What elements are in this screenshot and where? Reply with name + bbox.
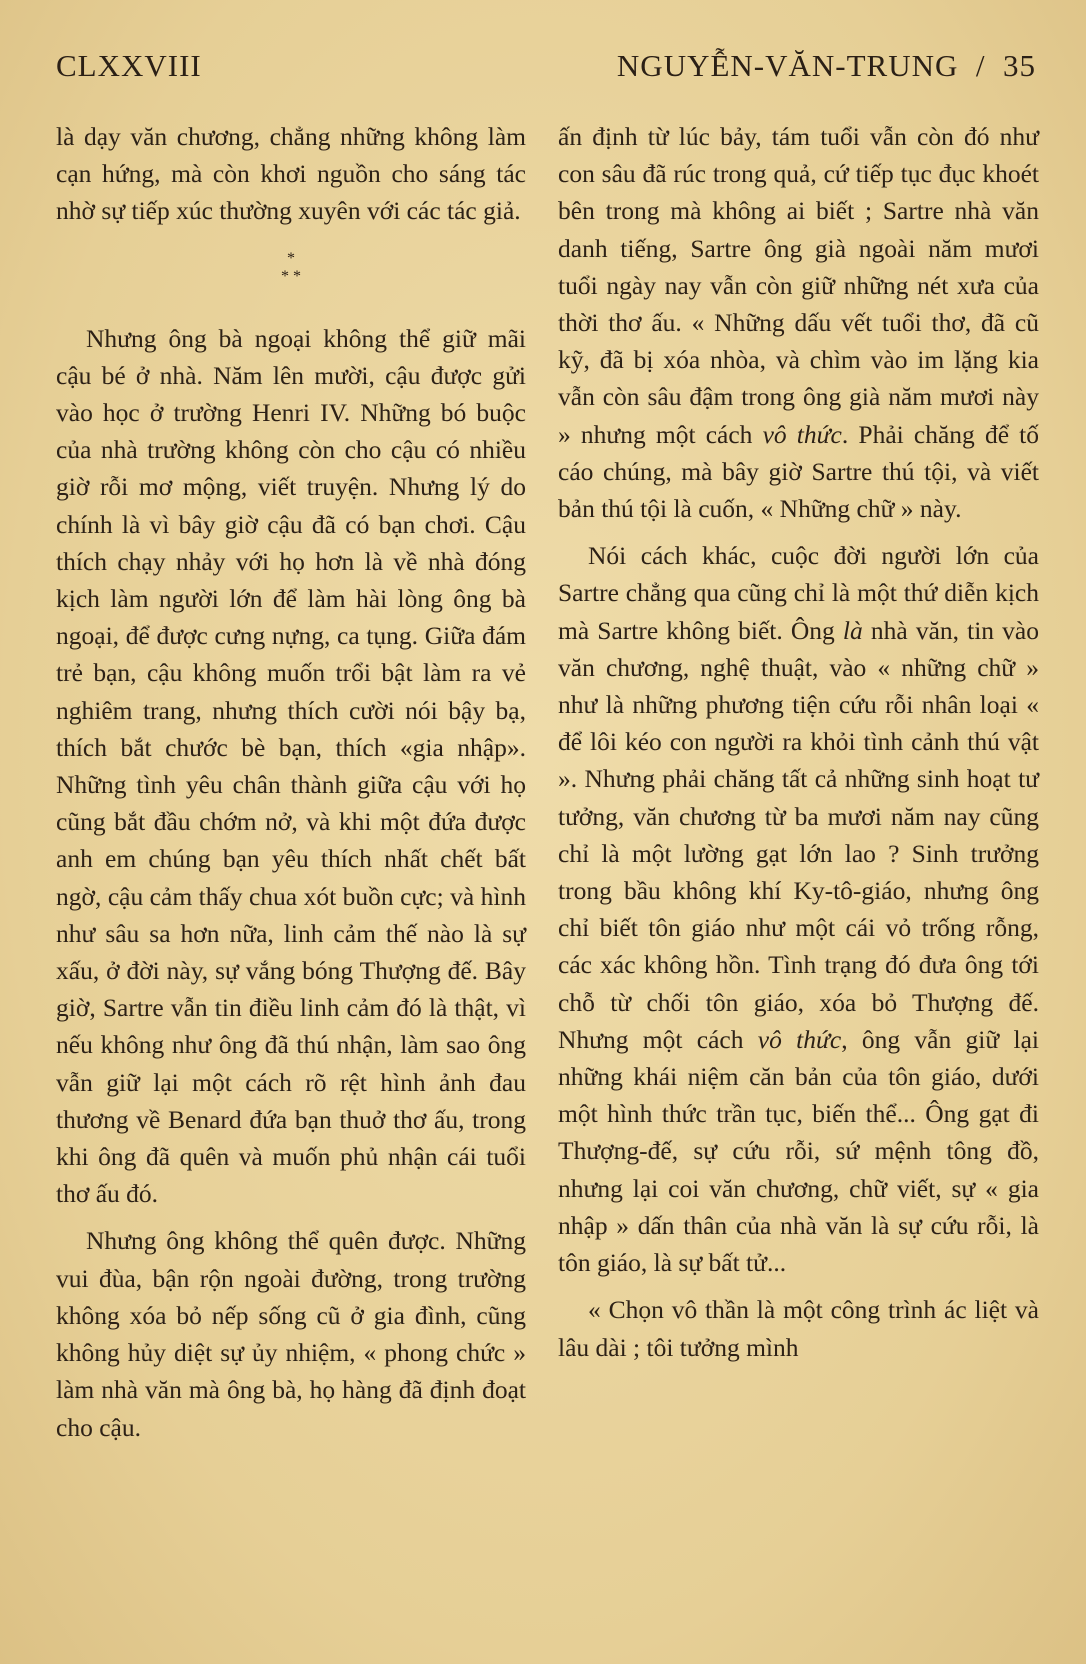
text-run: nhà văn, tin vào văn chương, nghệ thuật, vào « những chữ » như là những phương tiện cứu rỗi nhân loại « để lôi kéo con người ra khỏi tình cảnh thú vật ». Nhưng phải chăng tất cả những sinh hoạt tư tưởng, văn chương từ ba mươi năm nay cũng chỉ là một lường gạt lớn lao ? Sinh trưởng trong bầu không khí Ky-tô-giáo, nhưng ông chỉ biết tôn giáo như một cái vỏ trống rỗng, các xác không hồn. Tình trạng đó đưa ông tới chỗ từ chối tôn giáo, xóa bỏ Thượng đế. Nhưng một cách	[558, 615, 1039, 1054]
text-run: , ông vẫn giữ lại những khái niệm căn bản của tôn giáo, dưới một hình thức trần tục, biến thể... Ông gạt đi Thượng-đế, sự cứu rỗi, sứ mệnh tông đồ, nhưng lại coi văn chương, chữ viết, sự « gia nhập » dấn thân của nhà văn là sự cứu rỗi, là tôn giáo, là sự bất tử...	[558, 1024, 1039, 1278]
italic-text: là	[842, 615, 863, 645]
text-run: ấn định từ lúc bảy, tám tuổi vẫn còn đó như con sâu đã rúc trong quả, cứ tiếp tục đục khoét bên trong mà không ai biết ; Sartre nhà văn danh tiếng, Sartre ông già ngoài năm mươi tuổi ngày nay vẫn còn giữ những nét xưa của thời thơ ấu. « Những dấu vết tuổi thơ, đã cũ kỹ, đã bị xóa nhòa, và chìm vào im lặng kia vẫn còn sâu đậm trong ông già năm mươi này » nhưng một cách	[558, 122, 1039, 449]
paragraph: « Chọn vô thần là một công trình ác liệt và lâu dài ; tôi tưởng mình	[558, 1295, 1039, 1362]
italic-text: vô thức	[762, 419, 842, 449]
text-run: . Phải chăng để tố cáo chúng, mà bây giờ Sartre thú tội, và viết bản thú tội là cuốn, « Những chữ » này.	[558, 419, 1039, 524]
left-column	[56, 118, 526, 1446]
paragraph: là dạy văn chương, chẳng những không làm cạn hứng, mà còn khơi nguồn cho sáng tác nhờ sự tiếp xúc thường xuyên với các tác giả.	[56, 122, 526, 226]
paragraph	[558, 118, 1039, 527]
author-page-number: NGUYỄN-VĂN-TRUNG / 35	[616, 48, 1036, 83]
asterism-bottom: * *	[281, 267, 301, 285]
chapter-numeral: CLXXVIII	[56, 48, 202, 83]
paragraph: Nhưng ông không thể quên được. Những vui đùa, bận rộn ngoài đường, trong trường không xóa bỏ nếp sống cũ ở gia đình, cũng không hủy diệt sự ủy nhiệm, « phong chức » làm nhà văn mà ông bà, họ hàng đã định đoạt cho cậu.	[56, 1226, 526, 1442]
section-break	[56, 250, 526, 286]
text-run: Nói cách khác, cuộc đời người lớn của Sartre chẳng qua cũng chỉ là một thứ diễn kịch mà Sartre không biết. Ông	[558, 541, 1039, 645]
asterism-top: *	[287, 249, 295, 267]
italic-text: vô thức	[757, 1024, 842, 1054]
paragraph	[558, 537, 1039, 1281]
right-column	[558, 118, 1039, 1366]
running-header	[56, 48, 1036, 94]
paragraph: Nhưng ông bà ngoại không thể giữ mãi cậu bé ở nhà. Năm lên mười, cậu được gửi vào học ở trường Henri IV. Những bó buộc của nhà trường không còn cho cậu có nhiều giờ rỗi mơ mộng, viết truyện. Nhưng lý do chính là vì bây giờ cậu đã có bạn chơi. Cậu thích chạy nhảy với họ hơn là về nhà đóng kịch làm người lớn để làm hài lòng ông bà ngoại, để được cưng nựng, ca tụng. Giữa đám trẻ bạn, cậu không muốn trổi bật làm ra vẻ nghiêm trang, nhưng thích cười nói bậy bạ, thích bắt chước bè bạn, thích «gia nhập». Những tình yêu chân thành giữa cậu với họ cũng bắt đầu chớm nở, và khi một đứa được anh em chúng bạn yêu thích nhất chết bất ngờ, cậu cảm thấy chua xót buồn cực; và hình như sâu sa hơn nữa, linh cảm thế nào là sự xấu, ở đời này, sự vắng bóng Thượng đế. Bây giờ, Sartre vẫn tin điều linh cảm đó là thật, vì nếu không như ông đã thú nhận, làm sao ông vẫn giữ lại một cách rõ rệt hình ảnh đau thương về Benard đứa bạn thuở thơ ấu, trong khi ông đã quên và muốn phủ nhận cái tuổi thơ ấu đó.	[56, 323, 526, 1209]
